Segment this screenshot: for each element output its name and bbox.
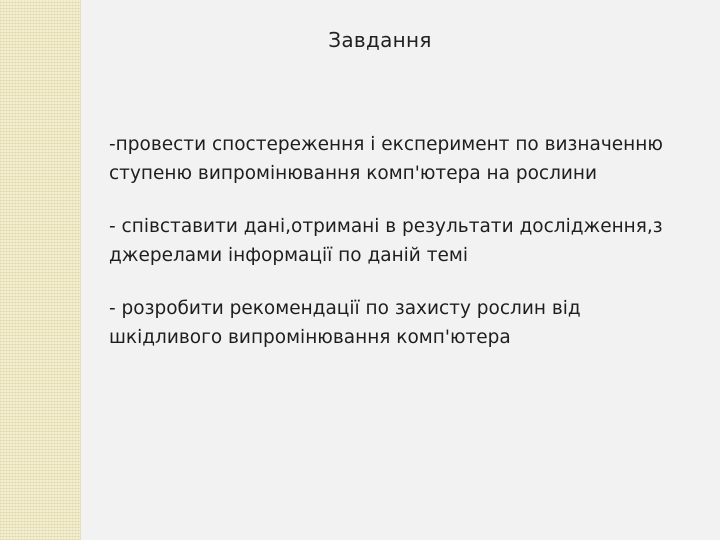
task-item-recommend: - розробити рекомендації по захисту рослин від шкідливого випромінювання комп'ютера bbox=[109, 298, 581, 348]
side-strip-edge bbox=[80, 0, 81, 540]
task-item-observe: -провести спостереження і експеримент по визначенню ступеню випромінювання комп'ютера на рослини bbox=[109, 134, 663, 184]
task-item-compare: - співставити дані,отримані в результати дослідження,з джерелами інформації по даній темі bbox=[109, 216, 663, 266]
slide-title: Завдання bbox=[328, 28, 432, 52]
decorative-side-strip bbox=[0, 0, 80, 540]
slide-content bbox=[109, 130, 699, 376]
